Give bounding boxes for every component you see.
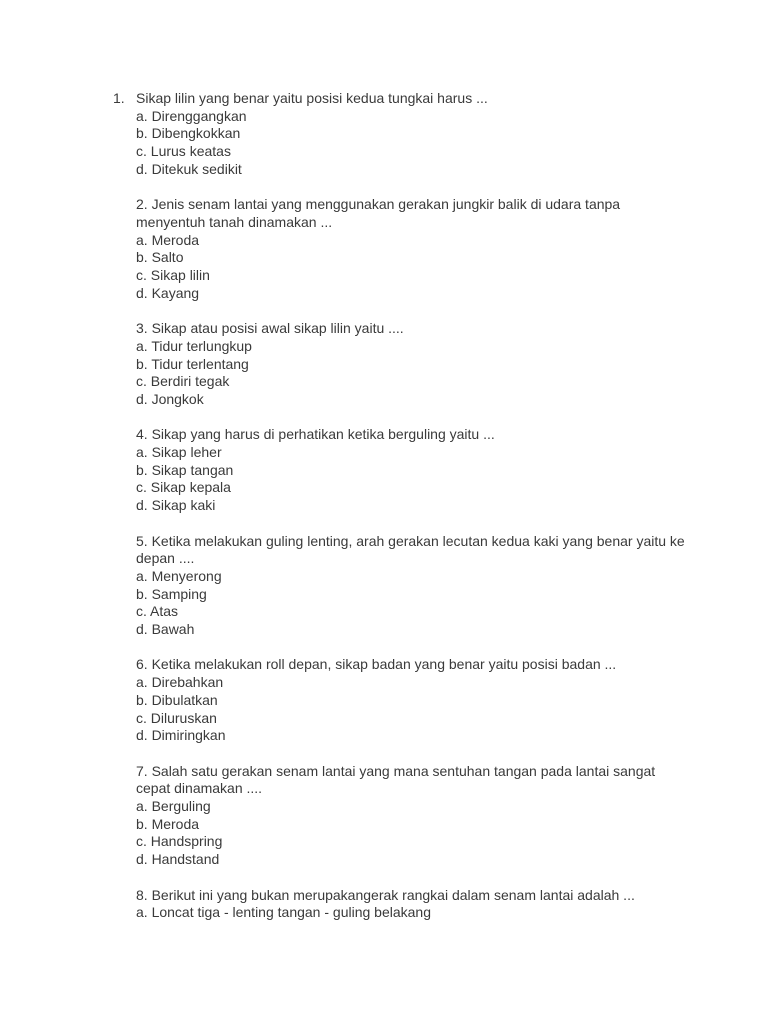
option-a: a. Direbahkan bbox=[136, 674, 224, 691]
option-a: a. Berguling bbox=[136, 798, 211, 815]
option-c: c. Lurus keatas bbox=[136, 143, 231, 160]
question-text-continued: depan .... bbox=[136, 550, 195, 567]
option-a: a. Loncat tiga - lenting tangan - guling belakang bbox=[136, 904, 431, 921]
option-c: c. Atas bbox=[136, 603, 179, 620]
question-text-continued: menyentuh tanah dinamakan ... bbox=[136, 213, 333, 230]
option-b: b. Samping bbox=[136, 585, 207, 602]
question-text: 6. Ketika melakukan roll depan, sikap badan yang benar yaitu posisi badan ... bbox=[136, 656, 617, 673]
option-c: c. Diluruskan bbox=[136, 709, 217, 726]
question-8 bbox=[0, 887, 768, 922]
option-d: d. Handstand bbox=[136, 851, 220, 868]
question-2 bbox=[0, 196, 768, 302]
question-7 bbox=[0, 763, 768, 869]
question-4 bbox=[0, 426, 768, 515]
option-a: a. Direnggangkan bbox=[136, 107, 247, 124]
option-d: d. Jongkok bbox=[136, 390, 204, 407]
question-text: 3. Sikap atau posisi awal sikap lilin yaitu .... bbox=[136, 320, 404, 337]
option-d: d. Dimiringkan bbox=[136, 727, 226, 744]
option-a: a. Tidur terlungkup bbox=[136, 337, 252, 354]
question-text: 8. Berikut ini yang bukan merupakangerak rangkai dalam senam lantai adalah ... bbox=[136, 886, 635, 903]
option-d: d. Ditekuk sedikit bbox=[136, 160, 242, 177]
option-a: a. Sikap leher bbox=[136, 444, 222, 461]
question-3 bbox=[0, 320, 768, 409]
option-c: c. Handspring bbox=[136, 833, 223, 850]
question-text-continued: cepat dinamakan .... bbox=[136, 780, 263, 797]
option-d: d. Bawah bbox=[136, 621, 195, 638]
option-c: c. Berdiri tegak bbox=[136, 373, 230, 390]
option-b: b. Salto bbox=[136, 249, 184, 266]
option-b: b. Dibengkokkan bbox=[136, 125, 241, 142]
option-b: b. Meroda bbox=[136, 815, 200, 832]
question-5 bbox=[0, 533, 768, 639]
question-text: 2. Jenis senam lantai yang menggunakan gerakan jungkir balik di udara tanpa bbox=[136, 196, 621, 213]
option-d: d. Kayang bbox=[136, 284, 200, 301]
question-text: Sikap lilin yang benar yaitu posisi kedua tungkai harus ... bbox=[136, 90, 488, 106]
question-number: 1. bbox=[113, 90, 125, 106]
question-text: 5. Ketika melakukan guling lenting, arah gerakan lecutan kedua kaki yang benar yaitu ke bbox=[136, 532, 685, 549]
option-c: c. Sikap kepala bbox=[136, 479, 231, 496]
question-list bbox=[0, 90, 768, 940]
question-text: 7. Salah satu gerakan senam lantai yang mana sentuhan tangan pada lantai sangat bbox=[136, 762, 656, 779]
question-6 bbox=[0, 656, 768, 745]
option-d: d. Sikap kaki bbox=[136, 497, 216, 514]
option-a: a. Meroda bbox=[136, 231, 200, 248]
option-a: a. Menyerong bbox=[136, 567, 222, 584]
option-b: b. Dibulatkan bbox=[136, 691, 218, 708]
option-b: b. Sikap tangan bbox=[136, 461, 234, 478]
question-1 bbox=[0, 90, 768, 179]
option-c: c. Sikap lilin bbox=[136, 267, 210, 284]
option-b: b. Tidur terlentang bbox=[136, 355, 249, 372]
question-text: 4. Sikap yang harus di perhatikan ketika berguling yaitu ... bbox=[136, 426, 495, 443]
